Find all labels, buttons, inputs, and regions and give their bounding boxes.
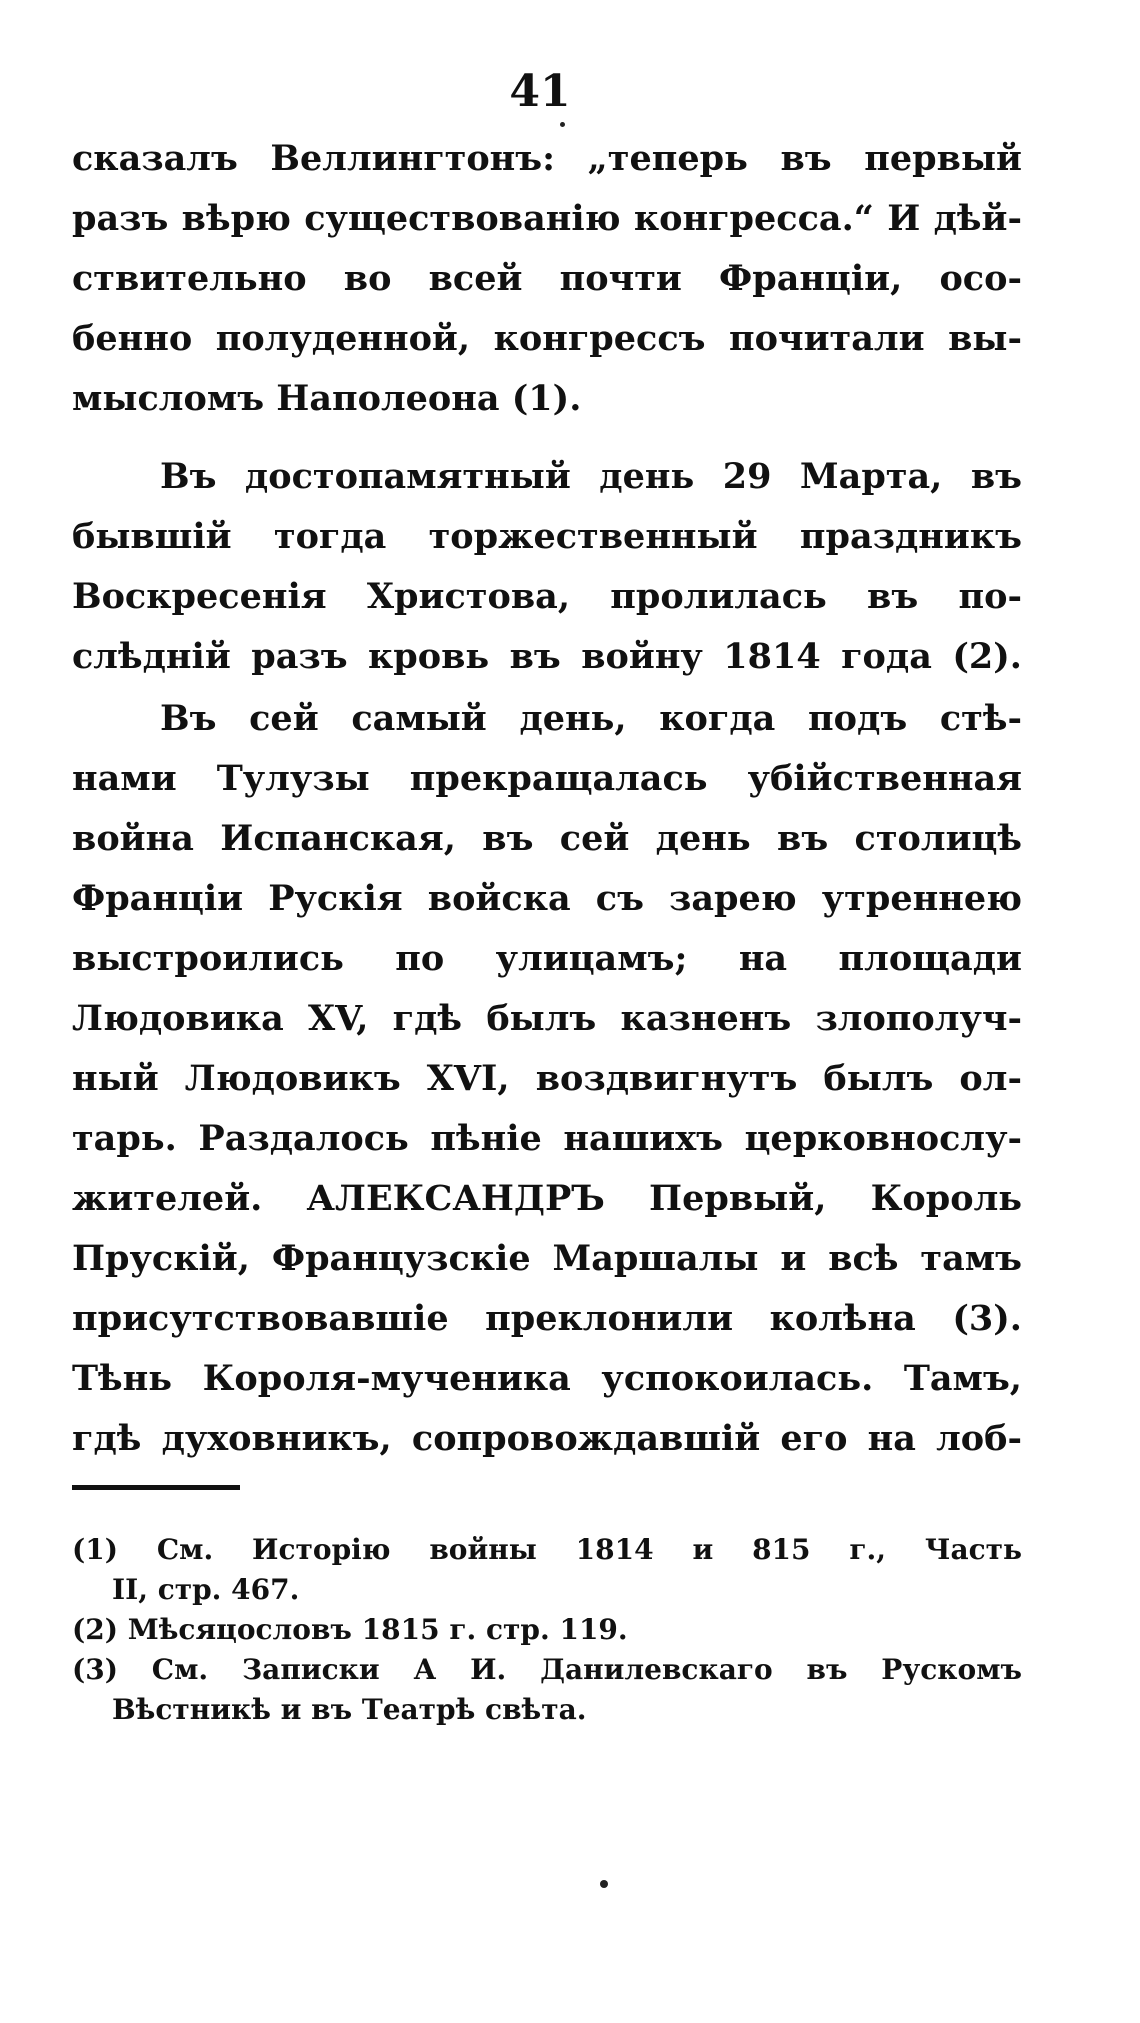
text-line: бывшій тогда торжественный праздникъ bbox=[72, 516, 1022, 557]
text-line: Людовика XV, гдѣ былъ казненъ злополуч- bbox=[72, 998, 1022, 1039]
text-line: Тѣнь Короля-мученика успокоилась. Тамъ, bbox=[72, 1358, 1022, 1399]
footnote: Вѣстникѣ и въ Театрѣ свѣта. bbox=[112, 1693, 587, 1726]
text-line: нами Тулузы прекращалась убійственная bbox=[72, 758, 1022, 799]
page-number: 41 bbox=[509, 66, 571, 117]
footnote: II, стр. 467. bbox=[112, 1573, 300, 1606]
footnote: (3) См. Записки А И. Данилевскаго въ Рускомъ bbox=[72, 1653, 1022, 1686]
text-line: Воскресенія Христова, пролилась въ по- bbox=[72, 576, 1022, 617]
footnote-divider bbox=[72, 1485, 240, 1490]
text-line: бенно полуденной, конгрессъ почитали вы- bbox=[72, 318, 1022, 359]
text-line: Въ достопамятный день 29 Марта, въ bbox=[160, 456, 1022, 497]
text-line: разъ вѣрю существованію конгресса.“ И дѣй- bbox=[72, 198, 1022, 239]
text-line: гдѣ духовникъ, сопровождавшій его на лоб- bbox=[72, 1418, 1022, 1459]
text-line: война Испанская, въ сей день въ столицѣ bbox=[72, 818, 1022, 859]
text-line: жителей. АЛЕКСАНДРЪ Первый, Король bbox=[72, 1178, 1022, 1219]
footnote: (1) См. Исторію войны 1814 и 815 г., Часть bbox=[72, 1533, 1022, 1566]
text-line: Франціи Рускія войска съ зарею утреннею bbox=[72, 878, 1022, 919]
text-line: тарь. Раздалось пѣніе нашихъ церковнослу- bbox=[72, 1118, 1022, 1159]
text-line: сказалъ Веллингтонъ: „теперь въ первый bbox=[72, 138, 1022, 179]
ink-speck bbox=[560, 122, 565, 127]
footnote: (2) Мѣсяцословъ 1815 г. стр. 119. bbox=[72, 1613, 628, 1646]
text-line: ствительно во всей почти Франціи, осо- bbox=[72, 258, 1022, 299]
text-line: слѣдній разъ кровь въ войну 1814 года (2). bbox=[72, 636, 1022, 677]
text-line: мысломъ Наполеона (1). bbox=[72, 378, 582, 419]
text-line: Прускій, Французскіе Маршалы и всѣ тамъ bbox=[72, 1238, 1022, 1279]
text-line: ный Людовикъ XVI, воздвигнутъ былъ ол- bbox=[72, 1058, 1022, 1099]
text-line: выстроились по улицамъ; на площади bbox=[72, 938, 1022, 979]
ink-speck bbox=[600, 1880, 608, 1888]
text-line: Въ сей самый день, когда подъ стѣ- bbox=[160, 698, 1022, 739]
text-line: присутствовавшіе преклонили колѣна (3). bbox=[72, 1298, 1022, 1339]
